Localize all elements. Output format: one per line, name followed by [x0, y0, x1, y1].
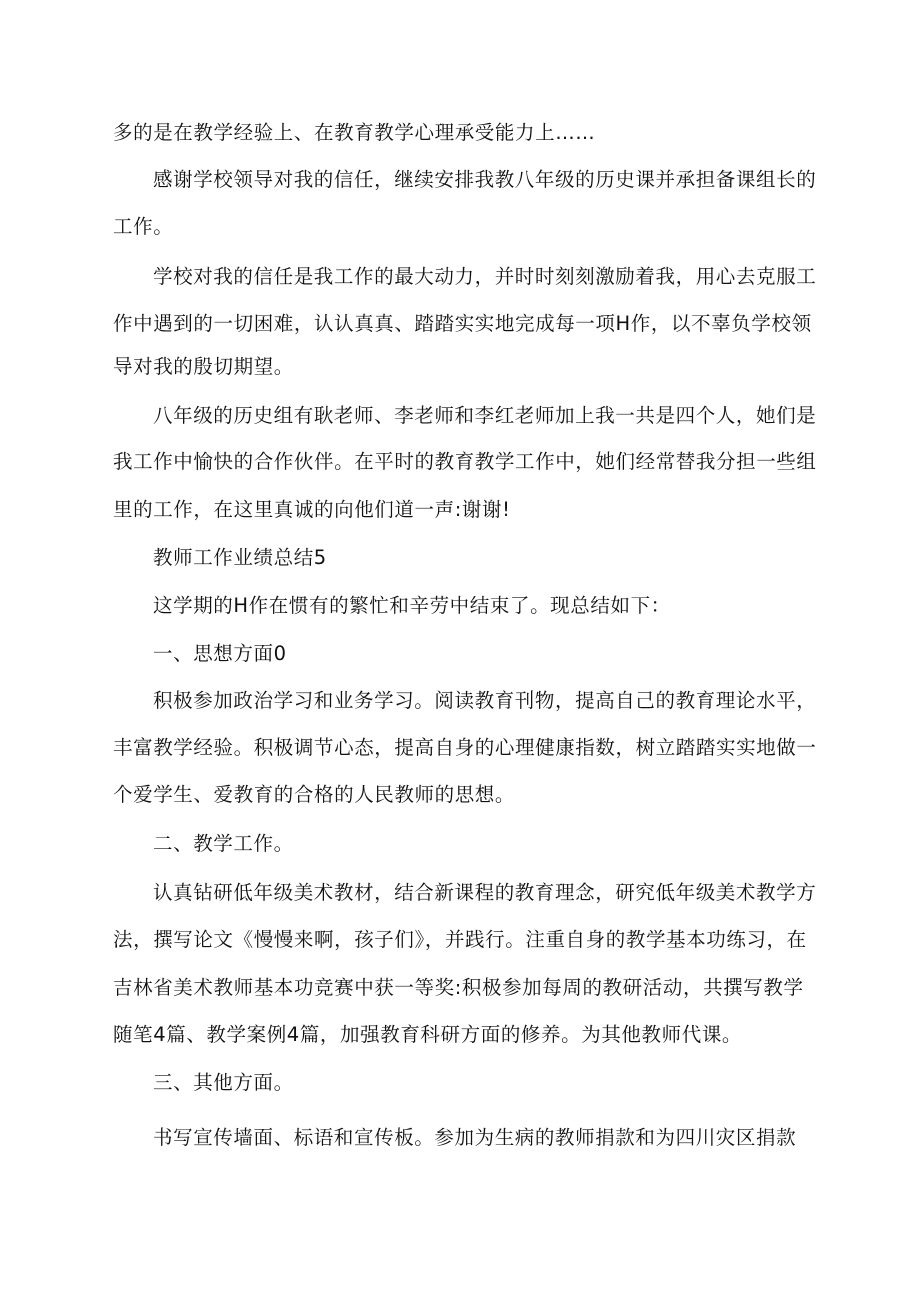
- section-title: 教师工作业绩总结5: [153, 546, 327, 569]
- paragraph-start: 这学期的H作在惯有的繁忙和辛劳中结束了。现总结如下：: [153, 594, 671, 617]
- text-line: 我工作中愉快的合作伙伴。在平时的教育教学工作中，她们经常替我分担一些组: [113, 450, 817, 473]
- section-heading: 二、教学工作。: [153, 832, 294, 855]
- text-line: 法，撰写论文《慢慢来啊，孩子们》，并践行。注重自身的教学基本功练习，在: [113, 928, 807, 951]
- text-line: 工作。: [113, 215, 174, 238]
- section-heading: 一、思想方面0: [153, 642, 287, 665]
- text-line: 丰富教学经验。积极调节心态，提高自身的心理健康指数，树立踏踏实实地做一: [113, 736, 817, 759]
- paragraph-start: 积极参加政治学习和业务学习。阅读教育刊物，提高自己的教育理论水平，: [153, 689, 817, 712]
- text-line: 随笔4篇、教学案例4篇，加强教育科研方面的修养。为其他教师代课。: [113, 1023, 743, 1046]
- paragraph-start: 八年级的历史组有耿老师、李老师和李红老师加上我一共是四个人，她们是: [153, 404, 817, 427]
- text-line: 导对我的殷切期望。: [113, 355, 294, 378]
- text-line: 多的是在教学经验上、在教育教学心理承受能力上……: [113, 121, 596, 144]
- text-line: 作中遇到的一切困难，认认真真、踏踏实实地完成每一项H作，以不辜负学校领: [113, 312, 812, 335]
- paragraph-start: 认真钻研低年级美术教材，结合新课程的教育理念，研究低年级美术教学方: [153, 881, 817, 904]
- paragraph-start: 学校对我的信任是我工作的最大动力，并时时刻刻激励着我，用心去克服工: [153, 265, 817, 288]
- paragraph-start: 感谢学校领导对我的信任，继续安排我教八年级的历史课并承担备课组长的: [153, 168, 817, 191]
- section-heading: 三、其他方面。: [153, 1071, 294, 1094]
- text-line: 里的工作，在这里真诚的向他们道一声:谢谢!: [113, 498, 511, 521]
- text-line: 个爱学生、爱教育的合格的人民教师的思想。: [113, 783, 516, 806]
- paragraph-start: 书写宣传墙面、标语和宣传板。参加为生病的教师捐款和为四川灾区捐款: [153, 1126, 797, 1149]
- text-line: 吉林省美术教师基本功竞赛中获一等奖:积极参加每周的教研活动，共撰写教学: [113, 976, 804, 999]
